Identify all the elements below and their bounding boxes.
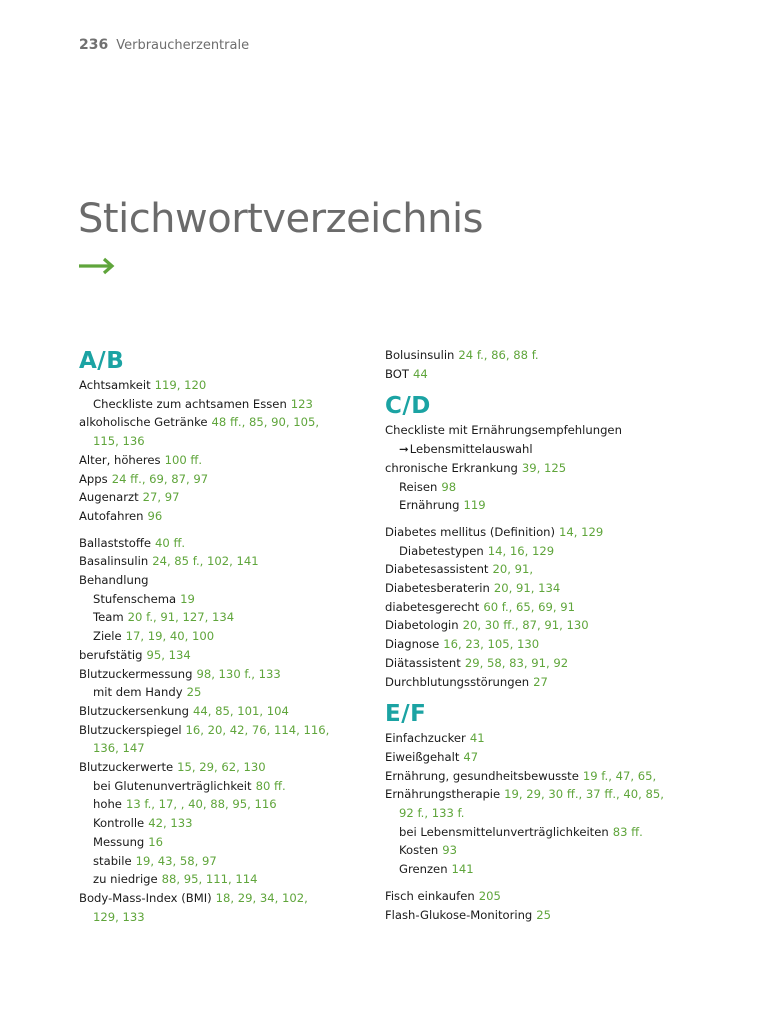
index-pages: 15, 29, 62, 130	[177, 760, 266, 775]
index-entry	[385, 654, 685, 673]
index-term: Blutzuckermessung	[79, 666, 193, 681]
index-pages: 83 ff.	[612, 824, 643, 839]
index-term: Blutzuckersenkung	[79, 703, 190, 718]
index-term: Autofahren	[79, 508, 144, 523]
index-pages: 27, 97	[142, 490, 180, 505]
index-term: Diagnose	[385, 637, 440, 652]
index-entry	[385, 729, 685, 748]
index-subentry	[79, 590, 369, 609]
index-pages: 16, 23, 105, 130	[443, 637, 540, 652]
index-pages: 19 f., 47, 65,	[582, 768, 657, 783]
index-column-left	[79, 346, 369, 926]
index-entry	[385, 346, 685, 365]
index-term: Flash-Glukose-Monitoring	[385, 907, 533, 922]
index-term: Fisch einkaufen	[385, 888, 475, 903]
index-term: Checkliste mit Ernährungsempfehlungen	[385, 423, 622, 438]
index-pages: 14, 129	[559, 524, 604, 539]
index-term: Achtsamkeit	[79, 378, 151, 392]
index-subentry	[79, 627, 369, 646]
index-pages: 16	[148, 834, 164, 849]
index-entry	[79, 488, 369, 507]
index-pages: 119, 120	[154, 378, 207, 392]
index-term: Ernährungstherapie	[385, 787, 501, 802]
index-term: Diätassistent	[385, 655, 461, 670]
index-pages: 24, 85 f., 102, 141	[152, 554, 259, 569]
index-term: Lebensmittelauswahl	[409, 442, 533, 457]
index-entry	[79, 571, 369, 590]
index-subentry	[385, 823, 685, 842]
index-entry	[79, 721, 369, 740]
index-term: hohe	[93, 797, 122, 812]
index-subentry	[385, 841, 685, 860]
index-pages: 48 ff., 85, 90, 105,	[211, 415, 320, 430]
index-term: Blutzuckerspiegel	[79, 722, 182, 737]
index-entry	[79, 534, 369, 553]
index-pages: 18, 29, 34, 102,	[215, 890, 308, 905]
index-term: chronische Erkrankung	[385, 460, 518, 475]
index-entry-continuation	[385, 804, 685, 823]
index-entry	[385, 459, 685, 478]
index-entry	[385, 635, 685, 654]
index-pages: 24 f., 86, 88 f.	[458, 348, 539, 362]
index-entry	[79, 889, 369, 908]
index-entry	[385, 579, 685, 598]
index-pages: 129, 133	[93, 909, 145, 924]
index-entry	[79, 665, 369, 684]
index-entry	[385, 421, 685, 440]
section-heading-cd: C/D	[385, 393, 431, 420]
index-term: stabile	[93, 853, 132, 868]
index-pages: 19, 29, 30 ff., 37 ff., 40, 85,	[504, 787, 664, 802]
index-pages: 119	[463, 498, 486, 513]
index-entry	[385, 785, 685, 804]
index-pages: 20, 30 ff., 87, 91, 130	[462, 618, 589, 633]
index-pages: 123	[290, 396, 313, 411]
index-term: Team	[93, 610, 124, 625]
index-term: Kosten	[399, 843, 439, 858]
index-pages: 44	[412, 366, 428, 381]
index-pages: 25	[186, 685, 202, 700]
index-pages: 93	[442, 843, 457, 858]
section-heading-ef: E/F	[385, 701, 427, 728]
index-term: Apps	[79, 471, 108, 486]
page-title: Stichwortverzeichnis	[78, 196, 483, 242]
index-term: alkoholische Getränke	[79, 415, 208, 430]
index-subentry	[79, 795, 369, 814]
index-term: Diabetesassistent	[385, 562, 489, 577]
index-term: Durchblutungsstörungen	[385, 674, 530, 689]
index-entry	[385, 560, 685, 579]
index-list-b-continued	[385, 346, 685, 383]
index-pages: 98	[441, 479, 457, 494]
index-term: Diabetestypen	[399, 543, 484, 558]
index-term: Body-Mass-Index (BMI)	[79, 890, 212, 905]
index-pages: 205	[478, 888, 501, 903]
index-pages: 39, 125	[521, 460, 567, 475]
index-term: Grenzen	[399, 862, 448, 877]
index-pages: 141	[451, 862, 474, 877]
index-term: mit dem Handy	[93, 685, 183, 700]
index-entry	[79, 376, 369, 395]
index-term: Messung	[93, 834, 145, 849]
index-pages: 98, 130 f., 133	[196, 666, 281, 681]
index-entry-continuation	[79, 432, 369, 451]
index-entry	[79, 702, 369, 721]
index-term: Behandlung	[79, 573, 149, 588]
index-entry	[79, 758, 369, 777]
page-number: 236	[79, 37, 109, 53]
index-pages: 16, 20, 42, 76, 114, 116,	[185, 722, 330, 737]
index-subentry	[79, 814, 369, 833]
index-pages: 19, 43, 58, 97	[135, 853, 217, 868]
index-pages: 92 f., 133 f.	[399, 806, 465, 821]
index-column-right	[385, 346, 685, 924]
index-term: Blutzuckerwerte	[79, 760, 174, 775]
index-pages: 100 ff.	[164, 452, 203, 467]
index-pages: 80 ff.	[255, 778, 286, 793]
index-subentry	[79, 777, 369, 796]
index-pages: 44, 85, 101, 104	[193, 703, 289, 718]
section-heading-ab: A/B	[79, 348, 125, 374]
index-list-ef	[385, 729, 685, 924]
index-pages: 40 ff.	[155, 535, 186, 550]
index-subentry	[385, 542, 685, 561]
index-pages: 27	[533, 674, 548, 689]
index-term: Basalinsulin	[79, 554, 149, 569]
index-term: Ballaststoffe	[79, 535, 151, 550]
index-subentry	[385, 496, 685, 515]
index-entry-continuation	[79, 908, 369, 927]
index-subentry	[79, 683, 369, 702]
index-subentry	[385, 478, 685, 497]
running-title: Verbraucherzentrale	[116, 38, 250, 53]
index-term: Reisen	[399, 479, 438, 494]
index-subentry	[79, 870, 369, 889]
index-entry	[79, 552, 369, 571]
index-term: Checkliste zum achtsamen Essen	[93, 396, 287, 411]
arrow-right-icon	[79, 256, 121, 276]
index-term: berufstätig	[79, 647, 143, 662]
index-entry	[79, 470, 369, 489]
index-list-ab	[79, 376, 369, 926]
index-list-cd	[385, 421, 685, 691]
index-pages: 14, 16, 129	[487, 543, 555, 558]
index-entry	[385, 523, 685, 542]
index-term: Kontrolle	[93, 816, 145, 831]
index-pages: 41	[469, 731, 485, 746]
index-pages: 115, 136	[93, 434, 145, 449]
index-term: Diabetesberaterin	[385, 581, 490, 596]
index-pages: 17, 19, 40, 100	[125, 629, 215, 644]
index-term: Stufenschema	[93, 591, 177, 606]
index-pages: 95, 134	[146, 647, 191, 662]
index-term: Augenarzt	[79, 490, 139, 505]
index-crossref	[385, 440, 685, 459]
index-term: Diabetologin	[385, 618, 459, 633]
index-entry	[79, 507, 369, 526]
index-pages: 20, 91,	[492, 562, 534, 577]
index-pages: 60 f., 65, 69, 91	[483, 599, 576, 614]
index-entry	[385, 887, 685, 906]
index-entry	[385, 616, 685, 635]
running-head	[79, 37, 249, 53]
index-term: zu niedrige	[93, 872, 158, 887]
index-pages: 24 ff., 69, 87, 97	[111, 471, 209, 486]
index-subentry	[79, 608, 369, 627]
index-subentry	[79, 395, 369, 414]
index-pages: 20, 91, 134	[493, 581, 561, 596]
index-pages: 42, 133	[148, 816, 193, 831]
index-entry	[79, 413, 369, 432]
index-entry	[385, 365, 685, 384]
index-entry	[79, 451, 369, 470]
index-subentry	[79, 852, 369, 871]
index-entry	[79, 646, 369, 665]
index-term: Bolusinsulin	[385, 348, 455, 362]
index-term: Diabetes mellitus (Definition)	[385, 524, 556, 539]
index-term: Ziele	[93, 629, 122, 644]
index-entry	[385, 906, 685, 925]
index-entry	[385, 673, 685, 692]
index-pages: 88, 95, 111, 114	[161, 872, 258, 887]
index-pages: 47	[463, 749, 479, 764]
index-pages: 13 f., 17, , 40, 88, 95, 116	[125, 797, 277, 812]
index-term: BOT	[385, 366, 409, 381]
index-term: Einfachzucker	[385, 731, 466, 746]
index-term: Eiweißgehalt	[385, 749, 460, 764]
index-pages: 136, 147	[93, 741, 145, 756]
index-pages: 25	[536, 907, 552, 922]
index-term: bei Glutenunverträglichkeit	[93, 778, 252, 793]
index-pages: 29, 58, 83, 91, 92	[464, 655, 569, 670]
index-term: bei Lebensmittelunverträglichkeiten	[399, 824, 609, 839]
index-subentry	[79, 833, 369, 852]
index-term: Alter, höheres	[79, 452, 161, 467]
index-entry	[385, 598, 685, 617]
index-entry-continuation	[79, 739, 369, 758]
index-subentry	[385, 860, 685, 879]
see-reference-arrow-icon: ➞	[399, 442, 409, 457]
index-entry	[385, 748, 685, 767]
index-pages: 96	[147, 508, 163, 523]
index-pages: 19	[180, 591, 195, 606]
index-entry	[385, 767, 685, 786]
index-term: Ernährung, gesundheitsbewusste	[385, 768, 579, 783]
index-term: Ernährung	[399, 498, 460, 513]
index-term: diabetesgerecht	[385, 599, 480, 614]
index-pages: 20 f., 91, 127, 134	[127, 610, 235, 625]
